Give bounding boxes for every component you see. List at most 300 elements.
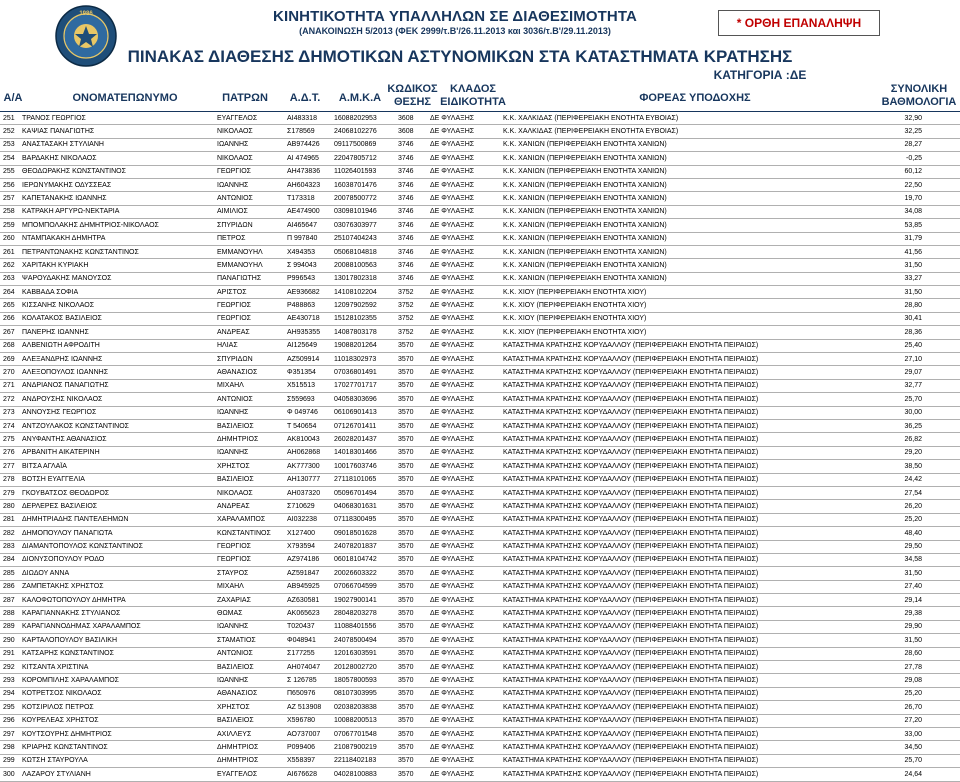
id-card-number: Σ710629 (287, 502, 315, 510)
employee-name: ΤΡΑΝΟΣ ΓΕΩΡΓΙΟΣ (22, 114, 86, 122)
employee-name: ΚΡΙΑΡΗΣ ΚΩΝΣΤΑΝΤΙΝΟΣ (22, 743, 108, 751)
row-number: 255 (3, 168, 15, 176)
employee-name: ΧΑΡΙΤΑΚΗ ΚΥΡΙΑΚΗ (22, 261, 89, 269)
amka-number: 19027900141 (334, 596, 377, 604)
position-code: 3570 (398, 556, 414, 564)
total-score: 31,50 (904, 261, 922, 269)
employee-name: ΑΛΕΞΟΠΟΥΛΟΣ ΙΩΑΝΝΗΣ (22, 369, 109, 377)
table-row (0, 474, 960, 487)
total-score: 32,77 (904, 382, 922, 390)
row-number: 280 (3, 502, 15, 510)
amka-number: 24078201837 (334, 543, 377, 551)
specialty: ΔΕ ΦΥΛΑΞΗΣ (430, 677, 475, 684)
total-score: 27,40 (904, 583, 922, 591)
specialty: ΔΕ ΦΥΛΑΞΗΣ (430, 462, 475, 470)
table-row (0, 259, 960, 272)
table-row (0, 179, 960, 192)
row-number: 279 (3, 489, 15, 497)
employee-name: ΘΕΟΔΩΡΑΚΗΣ ΚΩΝΣΤΑΝΤΙΝΟΣ (22, 168, 126, 176)
total-score: 25,20 (904, 516, 922, 524)
position-code: 3570 (398, 650, 414, 658)
employee-name: ΑΝΔΡΙΑΝΟΣ ΠΑΝΑΓΙΩΤΗΣ (22, 382, 109, 390)
table-row (0, 607, 960, 620)
id-card-number: ΑΗ130777 (287, 476, 321, 484)
receiving-agency: Κ.Κ. ΧΙΟΥ (ΠΕΡΙΦΕΡΕΙΑΚΗ ΕΝΟΤΗΤΑ ΧΙΟΥ) (503, 302, 647, 310)
employee-name: ΚΟΥΤΣΟΥΡΗΣ ΔΗΜΗΤΡΙΟΣ (22, 730, 112, 738)
receiving-agency: ΚΑΤΑΣΤΗΜΑ ΚΡΑΤΗΣΗΣ ΚΟΡΥΔΑΛΛΟΥ (ΠΕΡΙΦΕΡΕΙΑΚΗ ΕΝΟΤΗΤΑ ΠΕΙΡΑΙΩΣ) (503, 543, 759, 551)
receiving-agency: Κ.Κ. ΧΑΝΙΩΝ (ΠΕΡΙΦΕΡΕΙΑΚΗ ΕΝΟΤΗΤΑ ΧΑΝΙΩΝ) (503, 208, 667, 216)
total-score: 27,78 (904, 663, 922, 671)
amka-number: 18057800593 (334, 677, 377, 684)
father-name: ΝΙΚΟΛΑΟΣ (217, 489, 253, 497)
position-code: 3570 (398, 529, 414, 537)
table-row (0, 139, 960, 152)
amka-number: 07126701411 (334, 422, 377, 430)
table-row (0, 514, 960, 527)
specialty: ΔΕ ΦΥΛΑΞΗΣ (430, 127, 475, 135)
employee-name: ΔΙΟΝΥΣΟΠΟΥΛΟΥ ΡΟΔΟ (22, 556, 105, 564)
table-row (0, 447, 960, 460)
table-row (0, 621, 960, 634)
position-code: 3746 (398, 181, 414, 189)
employee-name: ΖΑΜΠΕΤΑΚΗΣ ΧΡΗΣΤΟΣ (22, 583, 104, 591)
specialty: ΔΕ ΦΥΛΑΞΗΣ (430, 275, 475, 283)
table-row (0, 567, 960, 580)
total-score: 41,56 (904, 248, 922, 256)
father-name: ΕΜΜΑΝΟΥΗΛ (217, 261, 263, 269)
amka-number: 27118101065 (334, 476, 377, 484)
receiving-agency: ΚΑΤΑΣΤΗΜΑ ΚΡΑΤΗΣΗΣ ΚΟΡΥΔΑΛΛΟΥ (ΠΕΡΙΦΕΡΕΙΑΚΗ ΕΝΟΤΗΤΑ ΠΕΙΡΑΙΩΣ) (503, 663, 759, 671)
position-code: 3570 (398, 703, 414, 711)
amka-number: 15128102355 (334, 315, 377, 323)
specialty: ΔΕ ΦΥΛΑΞΗΣ (430, 690, 475, 698)
employee-name: ΔΕΡΛΕΡΕΣ ΒΑΣΙΛΕΙΟΣ (22, 502, 98, 510)
employee-name: ΑΝΤΖΟΥΛΑΚΟΣ ΚΩΝΣΤΑΝΤΙΝΟΣ (22, 422, 129, 430)
id-card-number: ΑΖ509914 (287, 355, 320, 363)
receiving-agency: Κ.Κ. ΧΑΝΙΩΝ (ΠΕΡΙΦΕΡΕΙΑΚΗ ΕΝΟΤΗΤΑ ΧΑΝΙΩΝ) (503, 261, 667, 269)
column-header-foreas: ΦΟΡΕΑΣ ΥΠΟΔΟΧΗΣ (639, 92, 751, 104)
table-row (0, 768, 960, 781)
specialty: ΔΕ ΦΥΛΑΞΗΣ (430, 730, 475, 738)
amka-number: 20078500772 (334, 194, 377, 202)
total-score: 48,40 (904, 529, 922, 537)
father-name: ΜΙΧΑΗΛ (217, 583, 244, 591)
employee-name: ΔΗΜΗΤΡΙΑΔΗΣ ΠΑΝΤΕΛΕΗΜΩΝ (22, 516, 129, 524)
position-code: 3570 (398, 395, 414, 403)
id-card-number: Σ177255 (287, 650, 315, 658)
receiving-agency: ΚΑΤΑΣΤΗΜΑ ΚΡΑΤΗΣΗΣ ΚΟΡΥΔΑΛΛΟΥ (ΠΕΡΙΦΕΡΕΙΑΚΗ ΕΝΟΤΗΤΑ ΠΕΙΡΑΙΩΣ) (503, 529, 759, 537)
position-code: 3752 (398, 302, 414, 310)
employee-name: ΜΠΟΜΠΟΛΑΚΗΣ ΔΗΜΗΤΡΙΟΣ-ΝΙΚΟΛΑΟΣ (22, 221, 159, 229)
receiving-agency: ΚΑΤΑΣΤΗΜΑ ΚΡΑΤΗΣΗΣ ΚΟΡΥΔΑΛΛΟΥ (ΠΕΡΙΦΕΡΕΙΑΚΗ ΕΝΟΤΗΤΑ ΠΕΙΡΑΙΩΣ) (503, 623, 759, 631)
father-name: ΓΕΩΡΓΙΟΣ (217, 168, 251, 176)
table-row (0, 219, 960, 232)
receiving-agency: Κ.Κ. ΧΑΝΙΩΝ (ΠΕΡΙΦΕΡΕΙΑΚΗ ΕΝΟΤΗΤΑ ΧΑΝΙΩΝ) (503, 168, 667, 176)
table-row (0, 661, 960, 674)
table-row (0, 581, 960, 594)
father-name: ΑΙΜΙΛΙΟΣ (217, 208, 248, 216)
table-row (0, 433, 960, 446)
correction-badge: * ΟΡΘΗ ΕΠΑΝΑΛΗΨΗ (718, 10, 880, 36)
employee-name: ΚΑΛΟΦΩΤΟΠΟΥΛΟΥ ΔΗΜΗΤΡΑ (22, 596, 126, 604)
specialty: ΔΕ ΦΥΛΑΞΗΣ (430, 302, 475, 310)
position-code: 3746 (398, 261, 414, 269)
position-code: 3570 (398, 663, 414, 671)
father-name: ΑΧΙΛΛΕΥΣ (217, 730, 252, 738)
total-score: 25,40 (904, 342, 922, 350)
id-card-number: ΑΒ945925 (287, 583, 320, 591)
id-card-number: ΑΗ037320 (287, 489, 321, 497)
specialty: ΔΕ ΦΥΛΑΞΗΣ (430, 409, 475, 417)
receiving-agency: ΚΑΤΑΣΤΗΜΑ ΚΡΑΤΗΣΗΣ ΚΟΡΥΔΑΛΛΟΥ (ΠΕΡΙΦΕΡΕΙΑΚΗ ΕΝΟΤΗΤΑ ΠΕΙΡΑΙΩΣ) (503, 342, 759, 350)
receiving-agency: Κ.Κ. ΧΑΝΙΩΝ (ΠΕΡΙΦΕΡΕΙΑΚΗ ΕΝΟΤΗΤΑ ΧΑΝΙΩΝ) (503, 248, 667, 256)
receiving-agency: Κ.Κ. ΧΑΝΙΩΝ (ΠΕΡΙΦΕΡΕΙΑΚΗ ΕΝΟΤΗΤΑ ΧΑΝΙΩΝ) (503, 194, 667, 202)
father-name: ΑΝΤΩΝΙΟΣ (217, 194, 253, 202)
row-number: 269 (3, 355, 15, 363)
row-number: 267 (3, 328, 15, 336)
employee-name: ΑΝΑΣΤΑΣΑΚΗ ΣΤΥΛΙΑΝΗ (22, 141, 104, 149)
column-header-name: ΟΝΟΜΑΤΕΠΩΝΥΜΟ (72, 92, 178, 104)
amka-number: 17027701717 (334, 382, 377, 390)
amka-number: 14108102204 (334, 288, 377, 296)
position-code: 3752 (398, 328, 414, 336)
position-code: 3570 (398, 677, 414, 684)
table-row (0, 326, 960, 339)
id-card-number: ΑΙ465647 (287, 221, 317, 229)
total-score: 25,70 (904, 395, 922, 403)
father-name: ΔΗΜΗΤΡΙΟΣ (217, 435, 259, 443)
amka-number: 28048203278 (334, 610, 377, 618)
id-card-number: ΑΖ974186 (287, 556, 320, 564)
father-name: ΓΕΩΡΓΙΟΣ (217, 302, 251, 310)
id-card-number: Σ559693 (287, 395, 315, 403)
employee-name: ΚΑΒΒΑΔΑ ΣΟΦΙΑ (22, 288, 79, 296)
receiving-agency: ΚΑΤΑΣΤΗΜΑ ΚΡΑΤΗΣΗΣ ΚΟΡΥΔΑΛΛΟΥ (ΠΕΡΙΦΕΡΕΙΑΚΗ ΕΝΟΤΗΤΑ ΠΕΙΡΑΙΩΣ) (503, 717, 759, 725)
position-code: 3570 (398, 690, 414, 698)
position-code: 3746 (398, 221, 414, 229)
total-score: 28,36 (904, 328, 922, 336)
father-name: ΠΕΤΡΟΣ (217, 235, 246, 243)
employee-name: ΠΕΤΡΑΝΤΩΝΑΚΗΣ ΚΩΝΣΤΑΝΤΙΝΟΣ (22, 248, 139, 256)
position-code: 3570 (398, 342, 414, 350)
position-code: 3570 (398, 422, 414, 430)
specialty: ΔΕ ΦΥΛΑΞΗΣ (430, 476, 475, 484)
total-score: 53,85 (904, 221, 922, 229)
row-number: 254 (3, 154, 15, 162)
table-row (0, 741, 960, 754)
amka-number: 24078500494 (334, 636, 377, 644)
amka-number: 21087900219 (334, 743, 377, 751)
position-code: 3570 (398, 596, 414, 604)
employee-name: ΙΕΡΩΝΥΜΑΚΗΣ ΟΔΥΣΣΕΑΣ (22, 181, 112, 189)
receiving-agency: ΚΑΤΑΣΤΗΜΑ ΚΡΑΤΗΣΗΣ ΚΟΡΥΔΑΛΛΟΥ (ΠΕΡΙΦΕΡΕΙΑΚΗ ΕΝΟΤΗΤΑ ΠΕΙΡΑΙΩΣ) (503, 489, 759, 497)
table-row (0, 648, 960, 661)
row-number: 300 (3, 770, 15, 778)
employee-name: ΚΑΠΕΤΑΝΑΚΗΣ ΙΩΑΝΝΗΣ (22, 194, 107, 202)
father-name: ΙΩΑΝΝΗΣ (217, 623, 249, 631)
specialty: ΔΕ ΦΥΛΑΞΗΣ (430, 489, 475, 497)
total-score: 24,42 (904, 476, 922, 484)
row-number: 286 (3, 583, 15, 591)
receiving-agency: Κ.Κ. ΧΑΝΙΩΝ (ΠΕΡΙΦΕΡΕΙΑΚΗ ΕΝΟΤΗΤΑ ΧΑΝΙΩΝ) (503, 154, 667, 162)
id-card-number: ΑΕ474900 (287, 208, 320, 216)
specialty: ΔΕ ΦΥΛΑΞΗΣ (430, 623, 475, 631)
specialty: ΔΕ ΦΥΛΑΞΗΣ (430, 435, 475, 443)
id-card-number: ΑΙ125649 (287, 342, 317, 350)
table-row (0, 688, 960, 701)
amka-number: 10088200513 (334, 717, 377, 725)
table-header (0, 82, 960, 112)
table-row (0, 125, 960, 138)
specialty: ΔΕ ΦΥΛΑΞΗΣ (430, 221, 475, 229)
row-number: 285 (3, 569, 15, 577)
receiving-agency: ΚΑΤΑΣΤΗΜΑ ΚΡΑΤΗΣΗΣ ΚΟΡΥΔΑΛΛΟΥ (ΠΕΡΙΦΕΡΕΙΑΚΗ ΕΝΟΤΗΤΑ ΠΕΙΡΑΙΩΣ) (503, 355, 759, 363)
position-code: 3746 (398, 248, 414, 256)
id-card-number: Φ 049746 (287, 409, 318, 417)
receiving-agency: ΚΑΤΑΣΤΗΜΑ ΚΡΑΤΗΣΗΣ ΚΟΡΥΔΑΛΛΟΥ (ΠΕΡΙΦΕΡΕΙΑΚΗ ΕΝΟΤΗΤΑ ΠΕΙΡΑΙΩΣ) (503, 770, 759, 778)
amka-number: 09018501628 (334, 529, 377, 537)
row-number: 257 (3, 194, 15, 202)
father-name: ΔΗΜΗΤΡΙΟΣ (217, 757, 259, 765)
id-card-number: Π 997840 (287, 235, 318, 243)
position-code: 3570 (398, 623, 414, 631)
id-card-number: ΑΗ473836 (287, 168, 321, 176)
id-card-number: Ρ488863 (287, 302, 316, 310)
receiving-agency: ΚΑΤΑΣΤΗΜΑ ΚΡΑΤΗΣΗΣ ΚΟΡΥΔΑΛΛΟΥ (ΠΕΡΙΦΕΡΕΙΑΚΗ ΕΝΟΤΗΤΑ ΠΕΙΡΑΙΩΣ) (503, 583, 759, 591)
father-name: ΓΕΩΡΓΙΟΣ (217, 556, 251, 564)
specialty: ΔΕ ΦΥΛΑΞΗΣ (430, 369, 475, 377)
specialty: ΔΕ ΦΥΛΑΞΗΣ (430, 248, 475, 256)
id-card-number: Φ351354 (287, 369, 316, 377)
specialty: ΔΕ ΦΥΛΑΞΗΣ (430, 382, 475, 390)
employee-name: ΚΟΛΑΤΑΚΟΣ ΒΑΣΙΛΕΙΟΣ (22, 315, 102, 323)
id-card-number: Σ 126785 (287, 677, 317, 684)
amka-number: 06106901413 (334, 409, 377, 417)
id-card-number: ΑΗ935355 (287, 328, 321, 336)
receiving-agency: ΚΑΤΑΣΤΗΜΑ ΚΡΑΤΗΣΗΣ ΚΟΡΥΔΑΛΛΟΥ (ΠΕΡΙΦΕΡΕΙΑΚΗ ΕΝΟΤΗΤΑ ΠΕΙΡΑΙΩΣ) (503, 435, 759, 443)
position-code: 3752 (398, 288, 414, 296)
total-score: 29,38 (904, 610, 922, 618)
employee-name: ΚΟΤΣΙΡΙΛΟΣ ΠΕΤΡΟΣ (22, 703, 94, 711)
receiving-agency: ΚΑΤΑΣΤΗΜΑ ΚΡΑΤΗΣΗΣ ΚΟΡΥΔΑΛΛΟΥ (ΠΕΡΙΦΕΡΕΙΑΚΗ ΕΝΟΤΗΤΑ ΠΕΙΡΑΙΩΣ) (503, 569, 759, 577)
table-row (0, 233, 960, 246)
row-number: 287 (3, 596, 15, 604)
amka-number: 24068102276 (334, 127, 377, 135)
document-title-main: ΚΙΝΗΤΙΚΟΤΗΤΑ ΥΠΑΛΛΗΛΩΝ ΣΕ ΔΙΑΘΕΣΙΜΟΤΗΤΑ (273, 8, 637, 25)
column-header-klados: ΚΛΑΔΟΣ ΕΙΔΙΚΟΤΗΤΑ (440, 83, 506, 108)
father-name: ΑΘΑΝΑΣΙΟΣ (217, 690, 258, 698)
amka-number: 26028201437 (334, 435, 377, 443)
specialty: ΔΕ ΦΥΛΑΞΗΣ (430, 596, 475, 604)
row-number: 294 (3, 690, 15, 698)
father-name: ΕΜΜΑΝΟΥΗΛ (217, 248, 263, 256)
total-score: 36,25 (904, 422, 922, 430)
position-code: 3570 (398, 770, 414, 778)
table-row (0, 728, 960, 741)
amka-number: 05068104818 (334, 248, 377, 256)
employee-name: ΚΑΤΡΑΚΗ ΑΡΓΥΡΩ-ΝΕΚΤΑΡΙΑ (22, 208, 120, 216)
table-row (0, 701, 960, 714)
receiving-agency: Κ.Κ. ΧΑΛΚΙΔΑΣ (ΠΕΡΙΦΕΡΕΙΑΚΗ ΕΝΟΤΗΤΑ ΕΥΒΟΙΑΣ) (503, 114, 679, 122)
specialty: ΔΕ ΦΥΛΑΞΗΣ (430, 235, 475, 243)
employee-name: ΚΟΤΡΕΤΣΟΣ ΝΙΚΟΛΑΟΣ (22, 690, 102, 698)
position-code: 3570 (398, 462, 414, 470)
table-title: ΠΙΝΑΚΑΣ ΔΙΑΘΕΣΗΣ ΔΗΜΟΤΙΚΩΝ ΑΣΤΥΝΟΜΙΚΩΝ ΣΤΑ ΚΑΤΑΣΤΗΜΑΤΑ ΚΡΑΤΗΣΗΣ (127, 47, 793, 66)
specialty: ΔΕ ΦΥΛΑΞΗΣ (430, 315, 475, 323)
employee-name: ΑΝΝΟΥΣΗΣ ΓΕΩΡΓΙΟΣ (22, 409, 97, 417)
total-score: 29,90 (904, 623, 922, 631)
specialty: ΔΕ ΦΥΛΑΞΗΣ (430, 650, 475, 658)
id-card-number: Τ020437 (287, 623, 315, 631)
employee-name: ΔΙΩΔΟΥ ΑΝΝΑ (22, 569, 70, 577)
receiving-agency: ΚΑΤΑΣΤΗΜΑ ΚΡΑΤΗΣΗΣ ΚΟΡΥΔΑΛΛΟΥ (ΠΕΡΙΦΕΡΕΙΑΚΗ ΕΝΟΤΗΤΑ ΠΕΙΡΑΙΩΣ) (503, 449, 759, 457)
total-score: -0,25 (906, 154, 922, 162)
category-label: ΚΑΤΗΓΟΡΙΑ :ΔΕ (713, 68, 807, 82)
svg-text:1986: 1986 (79, 11, 93, 17)
specialty: ΔΕ ΦΥΛΑΞΗΣ (430, 208, 475, 216)
id-card-number: Ρ099406 (287, 743, 316, 751)
specialty: ΔΕ ΦΥΛΑΞΗΣ (430, 543, 475, 551)
amka-number: 07067701548 (334, 730, 377, 738)
position-code: 3570 (398, 489, 414, 497)
row-number: 265 (3, 302, 15, 310)
father-name: ΧΑΡΑΛΑΜΠΟΣ (217, 516, 266, 524)
father-name: ΘΩΜΑΣ (217, 610, 243, 618)
amka-number: 20128002720 (334, 663, 377, 671)
specialty: ΔΕ ΦΥΛΑΞΗΣ (430, 168, 475, 176)
total-score: 25,20 (904, 690, 922, 698)
amka-number: 08107303995 (334, 690, 377, 698)
id-card-number: Χ558397 (287, 757, 316, 765)
position-code: 3570 (398, 382, 414, 390)
position-code: 3746 (398, 208, 414, 216)
id-card-number: Φ048941 (287, 636, 316, 644)
table-row (0, 286, 960, 299)
row-number: 276 (3, 449, 15, 457)
specialty: ΔΕ ΦΥΛΑΞΗΣ (430, 556, 475, 564)
id-card-number: ΑΖ 513908 (287, 703, 322, 711)
father-name: ΗΛΙΑΣ (217, 342, 238, 350)
position-code: 3570 (398, 717, 414, 725)
amka-number: 14018301466 (334, 449, 377, 457)
amka-number: 04058303696 (334, 395, 377, 403)
father-name: ΒΑΣΙΛΕΙΟΣ (217, 476, 254, 484)
employee-name: ΑΝΥΦΑΝΤΗΣ ΑΘΑΝΑΣΙΟΣ (22, 435, 107, 443)
position-code: 3570 (398, 502, 414, 510)
id-card-number: Σ178569 (287, 127, 315, 135)
position-code: 3570 (398, 730, 414, 738)
column-header-amka: Α.Μ.Κ.Α (338, 92, 382, 104)
amka-number: 03076303977 (334, 221, 377, 229)
amka-number: 04068301631 (334, 502, 377, 510)
father-name: ΑΝΤΩΝΙΟΣ (217, 395, 253, 403)
total-score: 26,82 (904, 435, 922, 443)
specialty: ΔΕ ΦΥΛΑΞΗΣ (430, 449, 475, 457)
amka-number: 25107404243 (334, 235, 377, 243)
allocation-table-body (0, 112, 960, 782)
table-row (0, 594, 960, 607)
id-card-number: ΑΗ074047 (287, 663, 321, 671)
receiving-agency: ΚΑΤΑΣΤΗΜΑ ΚΡΑΤΗΣΗΣ ΚΟΡΥΔΑΛΛΟΥ (ΠΕΡΙΦΕΡΕΙΑΚΗ ΕΝΟΤΗΤΑ ΠΕΙΡΑΙΩΣ) (503, 677, 759, 684)
specialty: ΔΕ ΦΥΛΑΞΗΣ (430, 355, 475, 363)
father-name: ΓΕΩΡΓΙΟΣ (217, 315, 251, 323)
id-card-number: Χ596780 (287, 717, 316, 725)
receiving-agency: ΚΑΤΑΣΤΗΜΑ ΚΡΑΤΗΣΗΣ ΚΟΡΥΔΑΛΛΟΥ (ΠΕΡΙΦΕΡΕΙΑΚΗ ΕΝΟΤΗΤΑ ΠΕΙΡΑΙΩΣ) (503, 395, 759, 403)
receiving-agency: ΚΑΤΑΣΤΗΜΑ ΚΡΑΤΗΣΗΣ ΚΟΡΥΔΑΛΛΟΥ (ΠΕΡΙΦΕΡΕΙΑΚΗ ΕΝΟΤΗΤΑ ΠΕΙΡΑΙΩΣ) (503, 382, 759, 390)
specialty: ΔΕ ΦΥΛΑΞΗΣ (430, 141, 475, 149)
row-number: 260 (3, 235, 15, 243)
position-code: 3570 (398, 409, 414, 417)
specialty: ΔΕ ΦΥΛΑΞΗΣ (430, 583, 475, 591)
receiving-agency: ΚΑΤΑΣΤΗΜΑ ΚΡΑΤΗΣΗΣ ΚΟΡΥΔΑΛΛΟΥ (ΠΕΡΙΦΕΡΕΙΑΚΗ ΕΝΟΤΗΤΑ ΠΕΙΡΑΙΩΣ) (503, 462, 759, 470)
father-name: ΜΙΧΑΗΛ (217, 382, 244, 390)
specialty: ΔΕ ΦΥΛΑΞΗΣ (430, 717, 475, 725)
row-number: 252 (3, 127, 15, 135)
position-code: 3570 (398, 435, 414, 443)
employee-name: ΑΛΒΕΝΙΩΤΗ ΑΦΡΟΔΙΤΗ (22, 342, 100, 350)
receiving-agency: ΚΑΤΑΣΤΗΜΑ ΚΡΑΤΗΣΗΣ ΚΟΡΥΔΑΛΛΟΥ (ΠΕΡΙΦΕΡΕΙΑΚΗ ΕΝΟΤΗΤΑ ΠΕΙΡΑΙΩΣ) (503, 476, 759, 484)
row-number: 297 (3, 730, 15, 738)
total-score: 34,08 (904, 208, 922, 216)
row-number: 293 (3, 677, 15, 684)
specialty: ΔΕ ΦΥΛΑΞΗΣ (430, 743, 475, 751)
table-row (0, 420, 960, 433)
specialty: ΔΕ ΦΥΛΑΞΗΣ (430, 757, 475, 765)
total-score: 31,50 (904, 636, 922, 644)
father-name: ΒΑΣΙΛΕΙΟΣ (217, 663, 254, 671)
position-code: 3570 (398, 583, 414, 591)
id-card-number: Ρ996543 (287, 275, 316, 283)
police-emblem-logo (50, 4, 122, 68)
amka-number: 19088201264 (334, 342, 377, 350)
employee-name: ΚΑΡΤΑΛΟΠΟΥΛΟΥ ΒΑΣΙΛΙΚΗ (22, 636, 118, 644)
amka-number: 22047805712 (334, 154, 377, 162)
row-number: 298 (3, 743, 15, 751)
employee-name: ΚΑΡΑΓΙΑΝΝΟΔΗΜΑΣ ΧΑΡΑΛΑΜΠΟΣ (22, 623, 141, 631)
position-code: 3746 (398, 154, 414, 162)
row-number: 299 (3, 757, 15, 765)
receiving-agency: Κ.Κ. ΧΑΝΙΩΝ (ΠΕΡΙΦΕΡΕΙΑΚΗ ΕΝΟΤΗΤΑ ΧΑΝΙΩΝ) (503, 181, 667, 189)
amka-number: 20088100563 (334, 261, 377, 269)
father-name: ΕΥΑΓΓΕΛΟΣ (217, 770, 258, 778)
total-score: 31,50 (904, 569, 922, 577)
father-name: ΙΩΑΝΝΗΣ (217, 409, 249, 417)
id-card-number: Τ173318 (287, 194, 315, 202)
specialty: ΔΕ ΦΥΛΑΞΗΣ (430, 114, 475, 122)
row-number: 253 (3, 141, 15, 149)
total-score: 30,41 (904, 315, 922, 323)
receiving-agency: ΚΑΤΑΣΤΗΜΑ ΚΡΑΤΗΣΗΣ ΚΟΡΥΔΑΛΛΟΥ (ΠΕΡΙΦΕΡΕΙΑΚΗ ΕΝΟΤΗΤΑ ΠΕΙΡΑΙΩΣ) (503, 743, 759, 751)
amka-number: 22118402183 (334, 757, 377, 765)
id-card-number: ΑΚ065623 (287, 610, 320, 618)
total-score: 28,60 (904, 650, 922, 658)
table-row (0, 674, 960, 687)
table-row (0, 192, 960, 205)
receiving-agency: Κ.Κ. ΧΑΝΙΩΝ (ΠΕΡΙΦΕΡΕΙΑΚΗ ΕΝΟΤΗΤΑ ΧΑΝΙΩΝ) (503, 141, 667, 149)
row-number: 266 (3, 315, 15, 323)
id-card-number: ΑΕ936682 (287, 288, 320, 296)
table-row (0, 715, 960, 728)
amka-number: 10017603746 (334, 462, 377, 470)
specialty: ΔΕ ΦΥΛΑΞΗΣ (430, 529, 475, 537)
column-header-score: ΣΥΝΟΛΙΚΗ ΒΑΘΜΟΛΟΓΙΑ (881, 83, 957, 108)
employee-name: ΓΚΟΥΒΑΤΣΟΣ ΘΕΟΔΩΡΟΣ (22, 489, 110, 497)
table-row (0, 313, 960, 326)
specialty: ΔΕ ΦΥΛΑΞΗΣ (430, 342, 475, 350)
position-code: 3570 (398, 569, 414, 577)
specialty: ΔΕ ΦΥΛΑΞΗΣ (430, 703, 475, 711)
receiving-agency: ΚΑΤΑΣΤΗΜΑ ΚΡΑΤΗΣΗΣ ΚΟΡΥΔΑΛΛΟΥ (ΠΕΡΙΦΕΡΕΙΑΚΗ ΕΝΟΤΗΤΑ ΠΕΙΡΑΙΩΣ) (503, 502, 759, 510)
